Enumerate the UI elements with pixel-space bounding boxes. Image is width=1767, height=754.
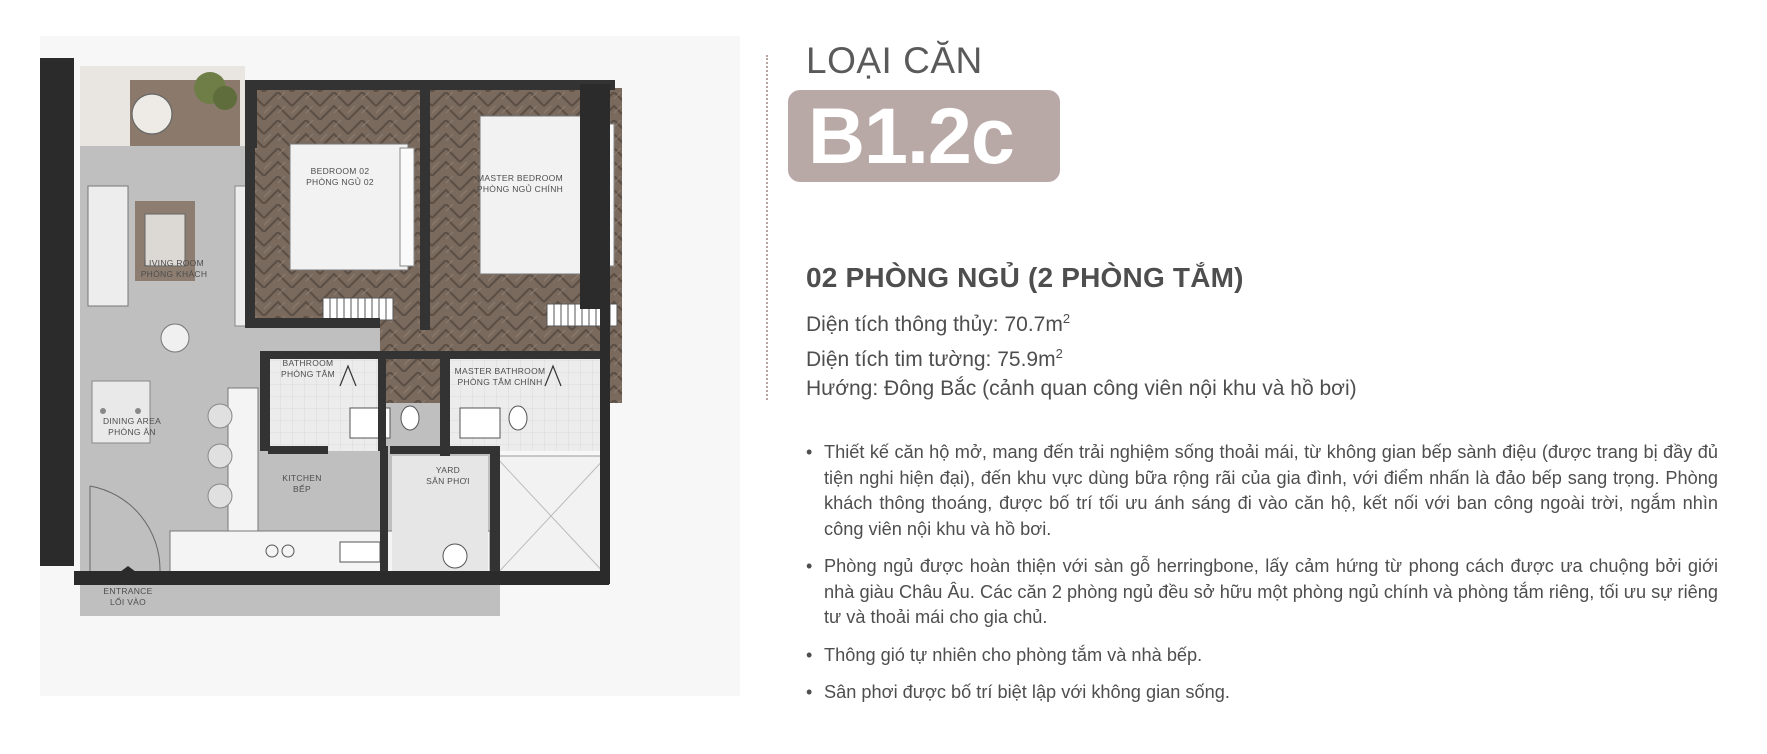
list-item: • Sân phơi được bố trí biệt lập với không gian sống. [806, 680, 1718, 706]
net-area: Diện tích thông thủy: $70.7m^2$ [806, 311, 1071, 336]
unit-type-label: LOẠI CĂN [806, 40, 983, 81]
bullet-icon: • [806, 644, 813, 665]
bullet-icon: • [806, 442, 813, 462]
list-item: • Phòng ngủ được hoàn thiện với sàn gỗ herringbone, lấy cảm hứng từ phong cách được ưa chuộng bởi giới nhà giàu Châu Âu. Các căn 2 phòng ngủ đều sở hữu một phòng ngủ chính và phòng tắm riêng, tối ưu sự riêng tư và thoải mái cho gia chủ. [806, 556, 1718, 627]
direction: Hướng: Đông Bắc (cảnh quan công viên nội khu và hồ bơi) [806, 377, 1357, 400]
dotted-divider [766, 55, 768, 400]
label-master-bathroom: MASTER BATHROOM PHÒNG TẮM CHÍNH [454, 366, 546, 387]
exterior-wall-bottom [74, 571, 609, 585]
balcony-table [132, 94, 172, 134]
gross-area: Diện tích tim tường: $75.9m^2$ [806, 346, 1063, 371]
wall [245, 80, 257, 148]
list-item: • Thông gió tự nhiên cho phòng tắm và nhà bếp. [806, 643, 1718, 669]
floor-plan-drawing [40, 36, 740, 696]
feature-list [806, 440, 1718, 718]
exterior-wall-left [40, 58, 74, 566]
label-master-bedroom: MASTER BEDROOM PHÒNG NGỦ CHÍNH [476, 173, 564, 194]
label-living-room: LIVING ROOM PHÒNG KHÁCH [140, 258, 208, 279]
floor-plan [40, 36, 740, 696]
label-bathroom: BATHROOM PHÒNG TẮM [280, 358, 336, 379]
label-kitchen: KITCHEN BẾP [282, 473, 322, 494]
label-yard: YARD SÂN PHƠI [426, 465, 470, 486]
label-entrance: ENTRANCE LỐI VÀO [103, 586, 153, 607]
bullet-icon: • [806, 556, 813, 576]
exterior-wall-right [580, 84, 610, 309]
label-bedroom-02: BEDROOM 02 PHÒNG NGỦ 02 [306, 166, 374, 187]
bullet-icon: • [806, 682, 813, 702]
unit-heading: 02 PHÒNG NGỦ (2 PHÒNG TẮM) [806, 262, 1244, 293]
list-item: • Thiết kế căn hộ mở, mang đến trải nghiệm sống thoải mái, từ không gian bếp sành điệu (được trang bị đầy đủ tiện nghi hiện đại), đến khu vực dùng bữa rộng rãi của gia đình, với điểm nhấn là đảo bếp sang trọng. Phòng khách thông thoáng, được bố trí tối ưu ánh sáng đi vào căn hộ, kết nối với ban công ngoài trời, ngắm nhìn công viên nội khu và hồ bơi. [806, 442, 1718, 539]
label-dining-area: DINING AREA PHÒNG ĂN [102, 416, 162, 437]
unit-code-badge: B1.2c [788, 90, 1060, 182]
unit-info [806, 262, 1357, 403]
